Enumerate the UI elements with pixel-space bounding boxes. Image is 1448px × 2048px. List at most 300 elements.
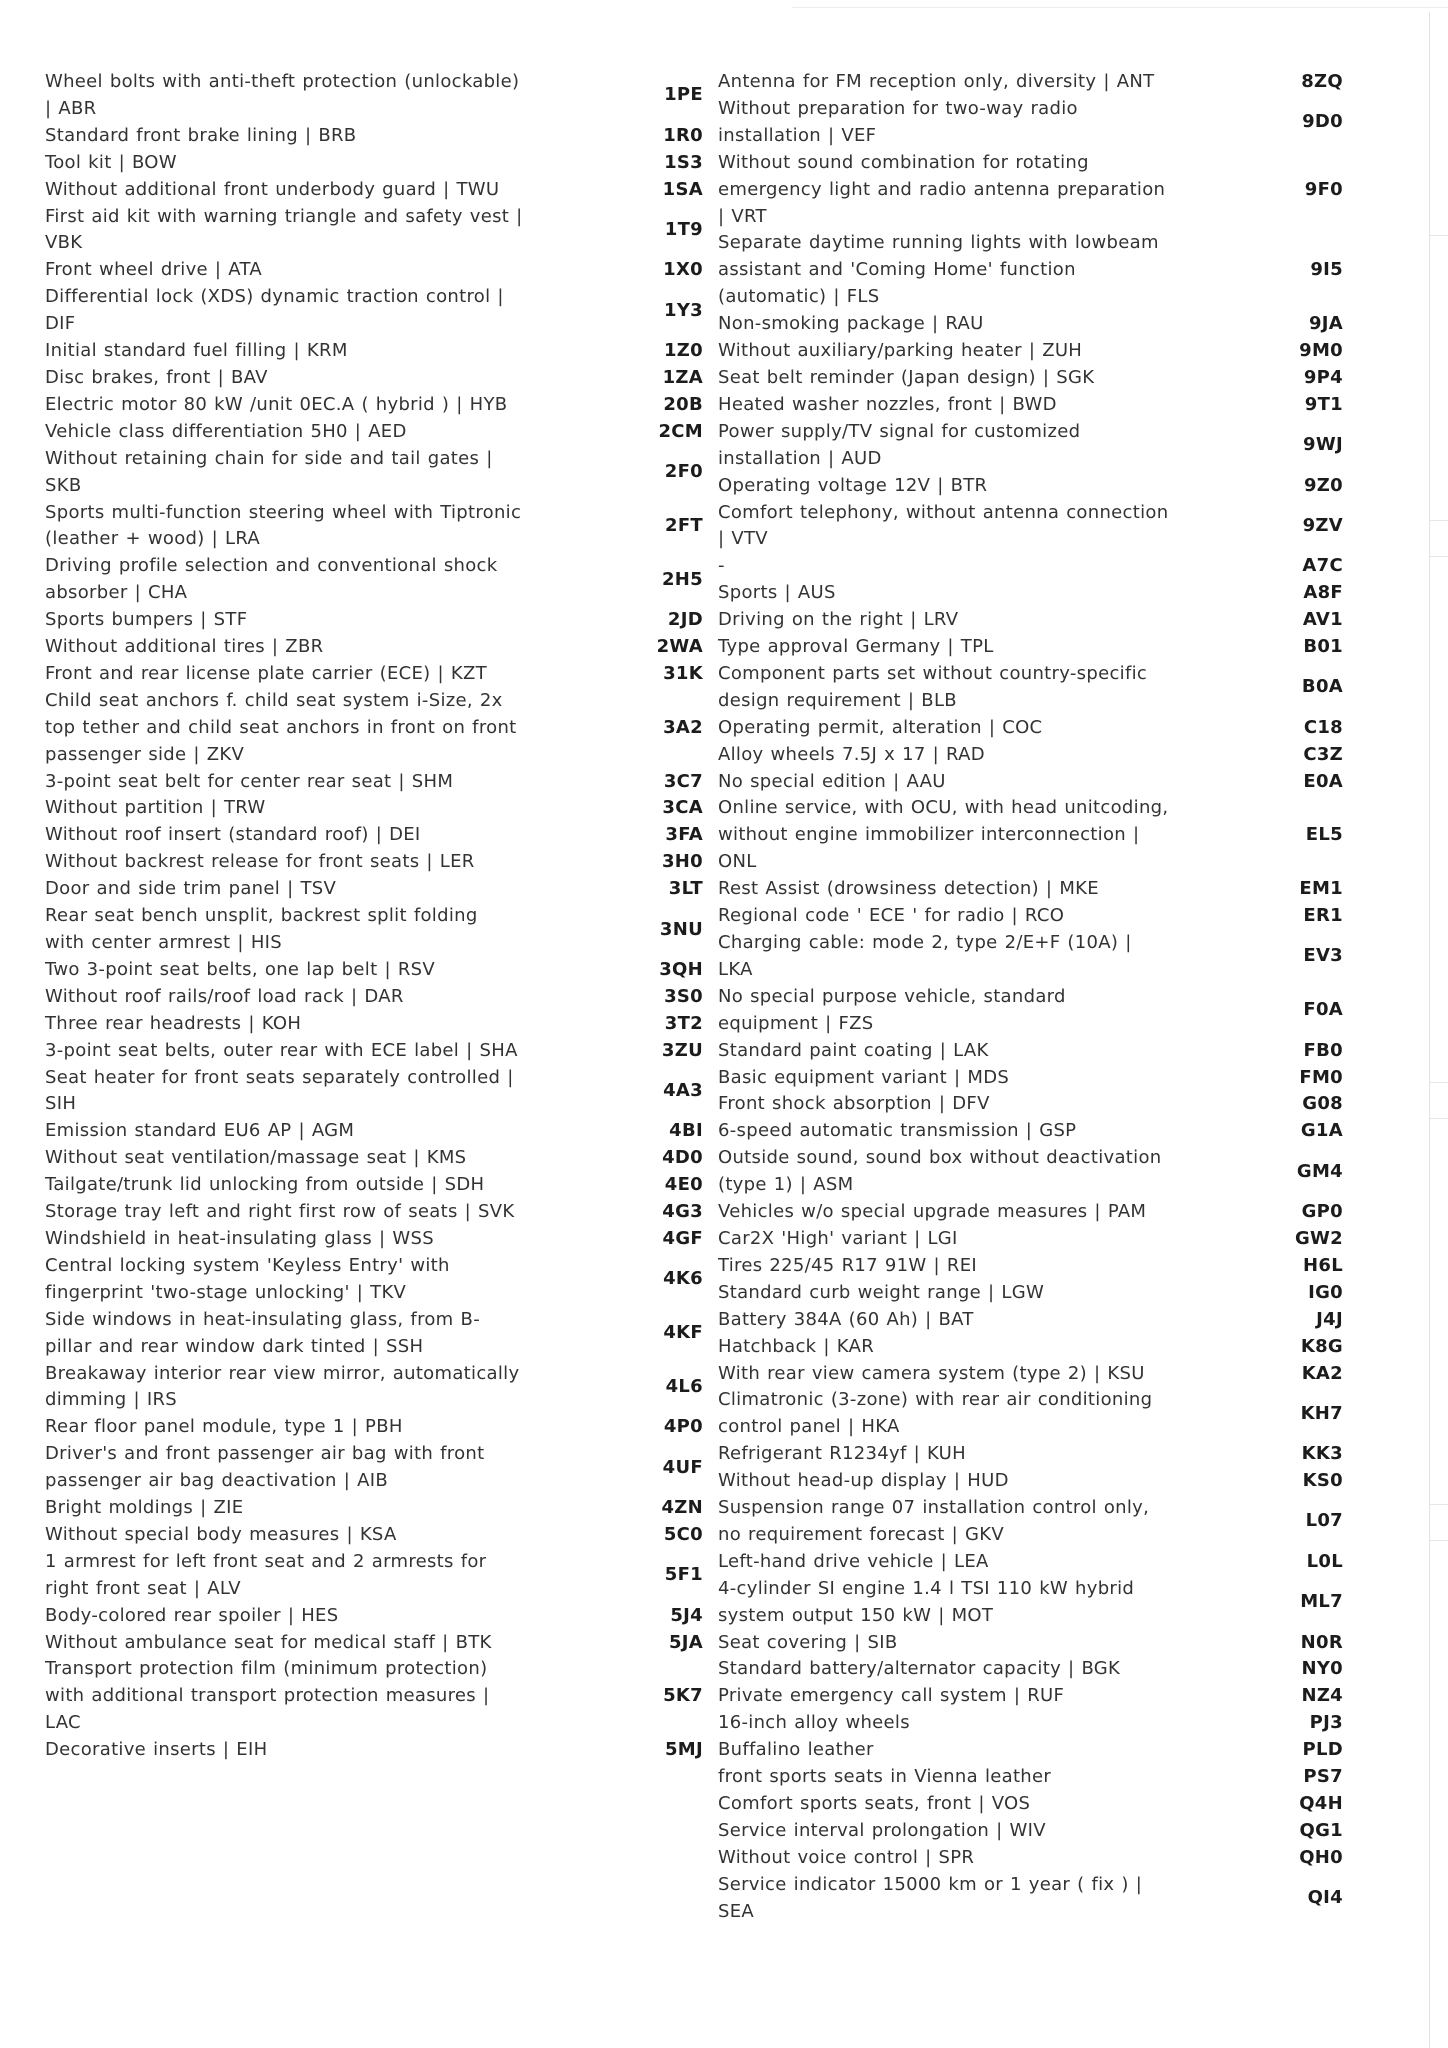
pr-code: KK3	[1301, 1443, 1343, 1465]
pr-row	[45, 1307, 703, 1361]
option-description: Without seat ventilation/massage seat | KMS	[45, 1147, 467, 1169]
pr-code: 4ZN	[661, 1497, 703, 1519]
pr-row	[45, 1441, 703, 1495]
pr-row	[45, 150, 703, 177]
pr-row	[718, 795, 1343, 876]
pr-row	[45, 876, 703, 903]
option-description: Non-smoking package | RAU	[718, 313, 984, 335]
pr-row	[718, 607, 1343, 634]
pr-code: 9M0	[1299, 340, 1343, 362]
pr-code: KA2	[1301, 1362, 1343, 1384]
pr-row	[45, 1011, 703, 1038]
pr-row	[718, 1710, 1343, 1737]
pr-code: 4BI	[669, 1120, 703, 1142]
pr-code: FB0	[1303, 1039, 1343, 1061]
pr-code: 3A2	[663, 716, 703, 738]
pr-code: 4G3	[662, 1201, 703, 1223]
pr-code: 31K	[663, 662, 703, 684]
pr-code: G08	[1302, 1093, 1343, 1115]
pr-row	[45, 795, 703, 822]
pr-code: GM4	[1296, 1160, 1343, 1182]
pr-code: 3NU	[659, 918, 703, 940]
pr-code: B0A	[1301, 676, 1343, 698]
pr-row	[45, 553, 703, 607]
option-description: Central locking system 'Keyless Entry' with fingerprint 'two-stage unlocking' | TKV	[45, 1254, 450, 1303]
pr-code: E0A	[1303, 770, 1343, 792]
option-description: 3-point seat belts, outer rear with ECE label | SHA	[45, 1039, 518, 1061]
option-description: Operating permit, alteration | COC	[718, 716, 1043, 738]
pr-code: 1PE	[664, 84, 703, 106]
pr-row	[45, 769, 703, 796]
option-description: Vehicles w/o special upgrade measures | PAM	[718, 1201, 1147, 1223]
pr-code: 1Y3	[664, 299, 703, 321]
option-description: Without retaining chain for side and tail gates | SKB	[45, 447, 493, 496]
option-description: Refrigerant R1234yf | KUH	[718, 1443, 966, 1465]
pr-code: 4D0	[662, 1147, 703, 1169]
option-description: Door and side trim panel | TSV	[45, 878, 337, 900]
pr-row	[718, 1791, 1343, 1818]
option-description: Basic equipment variant | MDS	[718, 1066, 1010, 1088]
option-description: 6-speed automatic transmission | GSP	[718, 1120, 1077, 1142]
option-description: Suspension range 07 installation control only, no requirement forecast | GKV	[718, 1497, 1150, 1545]
pr-row	[718, 553, 1343, 580]
pr-row	[718, 500, 1343, 554]
pr-code: 9ZV	[1302, 514, 1343, 536]
option-description: 3-point seat belt for center rear seat | SHM	[45, 770, 454, 792]
pr-row	[45, 1495, 703, 1522]
option-description: Charging cable: mode 2, type 2/E+F (10A) | LKA	[718, 932, 1132, 980]
option-description: Operating voltage 12V | BTR	[718, 474, 988, 496]
pr-row	[45, 177, 703, 204]
option-description: Standard battery/alternator capacity | BGK	[718, 1658, 1121, 1680]
pr-code: EV3	[1303, 945, 1343, 967]
pr-code: B01	[1303, 636, 1343, 658]
pr-row	[45, 284, 703, 338]
pr-row	[718, 876, 1343, 903]
pr-code: 4L6	[665, 1375, 703, 1397]
option-description: Driving on the right | LRV	[718, 609, 959, 631]
option-description: Standard curb weight range | LGW	[718, 1281, 1045, 1303]
pr-row	[718, 230, 1343, 311]
pr-code: C3Z	[1303, 743, 1343, 765]
pr-row	[45, 957, 703, 984]
pr-code: 3S0	[664, 985, 703, 1007]
scan-tick	[1430, 1082, 1448, 1083]
pr-code: 4KF	[663, 1322, 703, 1344]
pr-code: 5J4	[670, 1604, 703, 1626]
pr-code: 9WJ	[1303, 434, 1343, 456]
pr-code: 5K7	[663, 1685, 703, 1707]
pr-row	[718, 769, 1343, 796]
option-description: With rear view camera system (type 2) | KSU	[718, 1362, 1145, 1384]
pr-code: 9D0	[1302, 111, 1343, 133]
option-description: Sports bumpers | STF	[45, 609, 248, 631]
pr-row	[45, 1118, 703, 1145]
pr-code: 4A3	[663, 1079, 703, 1101]
pr-row	[718, 1495, 1343, 1549]
pr-code: 4UF	[662, 1456, 703, 1478]
option-description: Seat heater for front seats separately controlled | SIH	[45, 1066, 514, 1115]
option-description: Front and rear license plate carrier (ECE) | KZT	[45, 662, 487, 684]
pr-code: 3QH	[659, 958, 703, 980]
pr-code: AV1	[1302, 609, 1343, 631]
option-description: Initial standard fuel filling | KRM	[45, 340, 348, 362]
option-description: Rear floor panel module, type 1 | PBH	[45, 1416, 403, 1438]
option-description: Standard paint coating | LAK	[718, 1039, 989, 1061]
pr-row	[45, 446, 703, 500]
pr-row	[45, 392, 703, 419]
pr-row	[45, 607, 703, 634]
pr-row	[718, 338, 1343, 365]
pr-row	[45, 1361, 703, 1415]
option-description: Child seat anchors f. child seat system i-Size, 2x top tether and child seat anchors in front on front passenger side | ZKV	[45, 689, 517, 765]
option-description: 16-inch alloy wheels	[718, 1712, 910, 1734]
option-description: Without ambulance seat for medical staff | BTK	[45, 1631, 492, 1653]
scan-tick	[1430, 1504, 1448, 1505]
pr-row	[45, 257, 703, 284]
pr-code: 1SA	[662, 178, 703, 200]
pr-row	[45, 365, 703, 392]
pr-code: 1T9	[664, 218, 703, 240]
pr-row	[718, 1038, 1343, 1065]
pr-row	[718, 1280, 1343, 1307]
option-description: Driver's and front passenger air bag with front passenger air bag deactivation | AIB	[45, 1443, 485, 1492]
option-description: Wheel bolts with anti-theft protection (unlockable) | ABR	[45, 71, 520, 119]
pr-row	[718, 1737, 1343, 1764]
option-description: Separate daytime running lights with lowbeam assistant and 'Coming Home' function (automatic) | FLS	[718, 232, 1159, 308]
option-description: Emission standard EU6 AP | AGM	[45, 1120, 355, 1142]
option-description: Alloy wheels 7.5J x 17 | RAD	[718, 743, 985, 765]
option-description: Power supply/TV signal for customized installation | AUD	[718, 420, 1081, 469]
option-description: Regional code ' ECE ' for radio | RCO	[718, 905, 1065, 927]
pr-code: 1R0	[663, 124, 703, 146]
scan-line-right-border	[1429, 12, 1430, 2048]
option-description: Driving profile selection and conventional shock absorber | CHA	[45, 555, 498, 604]
pr-code: FM0	[1299, 1066, 1343, 1088]
pr-row	[718, 1630, 1343, 1657]
pr-row	[718, 580, 1343, 607]
scan-tick	[1430, 1540, 1448, 1541]
pr-code: 9P4	[1303, 366, 1343, 388]
option-description: Windshield in heat-insulating glass | WSS	[45, 1227, 434, 1249]
option-description: Rest Assist (drowsiness detection) | MKE	[718, 878, 1099, 900]
option-description: First aid kit with warning triangle and safety vest | VBK	[45, 205, 523, 254]
pr-code: 5JA	[668, 1631, 703, 1653]
pr-code: 5F1	[664, 1564, 703, 1586]
pr-code: QH0	[1299, 1846, 1343, 1868]
pr-row	[718, 1468, 1343, 1495]
option-description: Without additional front underbody guard | TWU	[45, 178, 500, 200]
option-description: Without auxiliary/parking heater | ZUH	[718, 340, 1083, 362]
pr-row	[718, 715, 1343, 742]
scan-tick	[1430, 235, 1448, 236]
pr-code: 3C7	[663, 770, 703, 792]
option-description: Climatronic (3-zone) with rear air conditioning control panel | HKA	[718, 1389, 1153, 1438]
option-description: Hatchback | KAR	[718, 1335, 875, 1357]
option-description: Comfort sports seats, front | VOS	[718, 1793, 1031, 1814]
pr-row	[718, 1872, 1343, 1926]
pr-row	[718, 473, 1343, 500]
option-description: front sports seats in Vienna leather	[718, 1766, 1052, 1788]
pr-code: 1Z0	[663, 340, 703, 362]
option-description: Sports | AUS	[718, 582, 836, 604]
option-description: Without roof insert (standard roof) | DEI	[45, 824, 421, 846]
option-description: Differential lock (XDS) dynamic traction control | DIF	[45, 286, 504, 335]
pr-code: A8F	[1303, 582, 1343, 604]
pr-row	[718, 1818, 1343, 1845]
scan-tick	[1430, 1118, 1448, 1119]
option-description: Transport protection film (minimum protection) with additional transport protection measures | LAC	[45, 1658, 490, 1734]
pr-row	[45, 1603, 703, 1630]
pr-row	[718, 634, 1343, 661]
pr-code: GP0	[1301, 1201, 1343, 1223]
pr-code: 20B	[663, 393, 703, 415]
option-description: No special purpose vehicle, standard equipment | FZS	[718, 985, 1066, 1034]
option-description: Without head-up display | HUD	[718, 1470, 1009, 1492]
pr-row	[718, 96, 1343, 150]
pr-row	[718, 984, 1343, 1038]
pr-row	[45, 1414, 703, 1441]
pr-code: 2JD	[667, 609, 703, 631]
pr-row	[718, 1307, 1343, 1334]
option-description: Disc brakes, front | BAV	[45, 366, 268, 388]
pr-code: 8ZQ	[1301, 71, 1343, 92]
pr-code-table-left	[45, 69, 703, 1764]
pr-code: 2CM	[658, 420, 703, 442]
option-description: Without sound combination for rotating emergency light and radio antenna preparation | VRT	[718, 151, 1166, 227]
pr-row	[718, 1145, 1343, 1199]
pr-row	[45, 1226, 703, 1253]
pr-row	[718, 1253, 1343, 1280]
pr-row	[45, 661, 703, 688]
pr-code: L0L	[1306, 1550, 1343, 1572]
scan-tick	[1430, 556, 1448, 557]
pr-code: 5MJ	[664, 1739, 703, 1761]
option-description: -	[718, 555, 725, 577]
pr-row	[718, 365, 1343, 392]
option-description: Without preparation for two-way radio installation | VEF	[718, 97, 1078, 146]
option-description: Left-hand drive vehicle | LEA	[718, 1550, 989, 1572]
pr-code: A7C	[1302, 555, 1343, 577]
pr-row	[45, 419, 703, 446]
pr-row	[718, 1118, 1343, 1145]
pr-row	[45, 338, 703, 365]
option-description: Seat belt reminder (Japan design) | SGK	[718, 366, 1095, 388]
pr-row	[718, 1549, 1343, 1576]
pr-row	[45, 1065, 703, 1119]
pr-row	[718, 1576, 1343, 1630]
option-description: Tires 225/45 R17 91W | REI	[718, 1254, 977, 1276]
option-description: Storage tray left and right first row of seats | SVK	[45, 1201, 515, 1223]
pr-row	[718, 742, 1343, 769]
pr-code: 4K6	[663, 1268, 703, 1290]
option-description: Antenna for FM reception only, diversity | ANT	[718, 71, 1155, 92]
option-description: Two 3-point seat belts, one lap belt | RSV	[45, 958, 435, 980]
option-description: Tailgate/trunk lid unlocking from outside | SDH	[45, 1174, 485, 1196]
pr-code: N0R	[1300, 1631, 1343, 1653]
pr-code: PLD	[1302, 1739, 1343, 1761]
option-description: Outside sound, sound box without deactivation (type 1) | ASM	[718, 1147, 1162, 1196]
option-description: Service indicator 15000 km or 1 year ( fix ) | SEA	[718, 1873, 1143, 1922]
pr-row	[718, 1334, 1343, 1361]
pr-row	[718, 903, 1343, 930]
pr-code: 2WA	[656, 636, 703, 658]
option-description: Front wheel drive | ATA	[45, 259, 263, 281]
option-description: 4-cylinder SI engine 1.4 l TSI 110 kW hybrid system output 150 kW | MOT	[718, 1577, 1135, 1626]
pr-code: QG1	[1299, 1819, 1343, 1841]
pr-row	[718, 1387, 1343, 1441]
pr-code: 9F0	[1304, 178, 1343, 200]
pr-row	[718, 1361, 1343, 1388]
pr-code: 9T1	[1304, 393, 1343, 415]
pr-row	[45, 822, 703, 849]
option-description: Service interval prolongation | WIV	[718, 1819, 1046, 1841]
pr-row	[45, 984, 703, 1011]
pr-row	[718, 1091, 1343, 1118]
pr-code: H6L	[1303, 1254, 1343, 1276]
pr-code: 1S3	[664, 151, 703, 173]
pr-row	[45, 1145, 703, 1172]
pr-row	[718, 1065, 1343, 1092]
pr-row	[45, 1038, 703, 1065]
pr-code: 3LT	[668, 878, 703, 900]
pr-code: GW2	[1294, 1227, 1343, 1249]
option-description: Front shock absorption | DFV	[718, 1093, 990, 1115]
option-description: 1 armrest for left front seat and 2 armrests for right front seat | ALV	[45, 1550, 487, 1599]
option-description: Without voice control | SPR	[718, 1846, 975, 1868]
pr-code: KH7	[1300, 1402, 1343, 1424]
pr-code: K8G	[1300, 1335, 1343, 1357]
pr-code: 4GF	[662, 1227, 703, 1249]
pr-row	[718, 419, 1343, 473]
option-description: Tool kit | BOW	[45, 151, 177, 173]
option-description: Breakaway interior rear view mirror, automatically dimming | IRS	[45, 1362, 520, 1411]
option-description: Heated washer nozzles, front | BWD	[718, 393, 1057, 415]
pr-code: 9Z0	[1303, 474, 1343, 496]
pr-code: EL5	[1305, 824, 1343, 846]
option-description: Without partition | TRW	[45, 797, 266, 819]
pr-code: IG0	[1308, 1281, 1343, 1303]
pr-row	[45, 634, 703, 661]
pr-code: 4P0	[663, 1416, 703, 1438]
option-description: Decorative inserts | EIH	[45, 1739, 268, 1761]
pr-row	[718, 392, 1343, 419]
pr-code: Q4H	[1299, 1793, 1343, 1814]
pr-code: 9JA	[1308, 313, 1343, 335]
option-description: Online service, with OCU, with head unitcoding, without engine immobilizer interconnection | ONL	[718, 797, 1169, 873]
option-description: Bright moldings | ZIE	[45, 1497, 244, 1519]
pr-code: PJ3	[1309, 1712, 1343, 1734]
pr-code: 3T2	[664, 1012, 703, 1034]
pr-code: EM1	[1299, 878, 1343, 900]
option-description: Without backrest release for front seats | LER	[45, 851, 475, 873]
option-description: Battery 384A (60 Ah) | BAT	[718, 1308, 974, 1330]
pr-code: 3H0	[661, 851, 703, 873]
pr-code: 3CA	[662, 797, 703, 819]
option-description: Without roof rails/roof load rack | DAR	[45, 985, 404, 1007]
pr-row	[718, 1441, 1343, 1468]
option-description: Vehicle class differentiation 5H0 | AED	[45, 420, 407, 442]
pr-row	[45, 903, 703, 957]
pr-row	[45, 1737, 703, 1764]
option-description: Component parts set without country-specific design requirement | BLB	[718, 662, 1148, 711]
pr-row	[45, 1630, 703, 1657]
pr-code: 2FT	[665, 514, 703, 536]
pr-row	[718, 661, 1343, 715]
pr-row	[45, 123, 703, 150]
pr-row	[718, 1199, 1343, 1226]
pr-code: PS7	[1303, 1766, 1343, 1788]
pr-row	[45, 688, 703, 769]
pr-row	[45, 69, 703, 123]
pr-code: 1ZA	[662, 366, 703, 388]
pr-code: 4E0	[664, 1174, 703, 1196]
option-description: Body-colored rear spoiler | HES	[45, 1604, 339, 1626]
pr-row	[718, 1764, 1343, 1791]
pr-code: 3ZU	[661, 1039, 703, 1061]
pr-row	[45, 1172, 703, 1199]
option-description: Side windows in heat-insulating glass, from B-pillar and rear window dark tinted | SSH	[45, 1308, 480, 1357]
pr-code: 2F0	[664, 461, 703, 483]
pr-row	[45, 1522, 703, 1549]
pr-code: KS0	[1302, 1470, 1343, 1492]
pr-code: ER1	[1303, 905, 1343, 927]
pr-row	[718, 930, 1343, 984]
pr-code: QI4	[1307, 1887, 1343, 1909]
pr-code: 1X0	[663, 259, 703, 281]
pr-row	[45, 1253, 703, 1307]
pr-code: F0A	[1303, 999, 1343, 1021]
option-description: No special edition | AAU	[718, 770, 946, 792]
option-description: Standard front brake lining | BRB	[45, 124, 357, 146]
option-description: Three rear headrests | KOH	[45, 1012, 302, 1034]
pr-row	[718, 69, 1343, 96]
pr-code: 5C0	[663, 1523, 703, 1545]
pr-row	[45, 849, 703, 876]
pr-row	[718, 311, 1343, 338]
option-description: Electric motor 80 kW /unit 0EC.A ( hybrid ) | HYB	[45, 393, 508, 415]
pr-row	[718, 1683, 1343, 1710]
option-description: Buffalino leather	[718, 1739, 874, 1761]
option-description: Seat covering | SIB	[718, 1631, 898, 1653]
pr-code: J4J	[1316, 1308, 1343, 1330]
pr-code: 3FA	[665, 824, 703, 846]
pr-code: L07	[1305, 1510, 1343, 1532]
option-description: Sports multi-function steering wheel with Tiptronic (leather + wood) | LRA	[45, 501, 522, 550]
pr-code-table-right	[718, 69, 1343, 1926]
pr-code: C18	[1303, 716, 1343, 738]
pr-code: NY0	[1301, 1658, 1343, 1680]
pr-row	[718, 1226, 1343, 1253]
pr-row	[45, 1199, 703, 1226]
pr-row	[45, 1656, 703, 1737]
option-description: Without special body measures | KSA	[45, 1523, 397, 1545]
pr-row	[718, 1656, 1343, 1683]
option-description: Without additional tires | ZBR	[45, 636, 324, 658]
pr-row	[718, 1845, 1343, 1872]
pr-code: 2H5	[661, 568, 703, 590]
option-description: Rear seat bench unsplit, backrest split folding with center armrest | HIS	[45, 905, 478, 953]
pr-row	[45, 1549, 703, 1603]
scan-tick	[1430, 520, 1448, 521]
scan-line-top	[792, 7, 1448, 8]
pr-row	[718, 150, 1343, 231]
option-description: Type approval Germany | TPL	[718, 636, 994, 658]
pr-code: G1A	[1300, 1120, 1343, 1142]
option-description: Car2X 'High' variant | LGI	[718, 1227, 958, 1249]
pr-code: ML7	[1300, 1591, 1343, 1613]
option-description: Private emergency call system | RUF	[718, 1685, 1065, 1707]
